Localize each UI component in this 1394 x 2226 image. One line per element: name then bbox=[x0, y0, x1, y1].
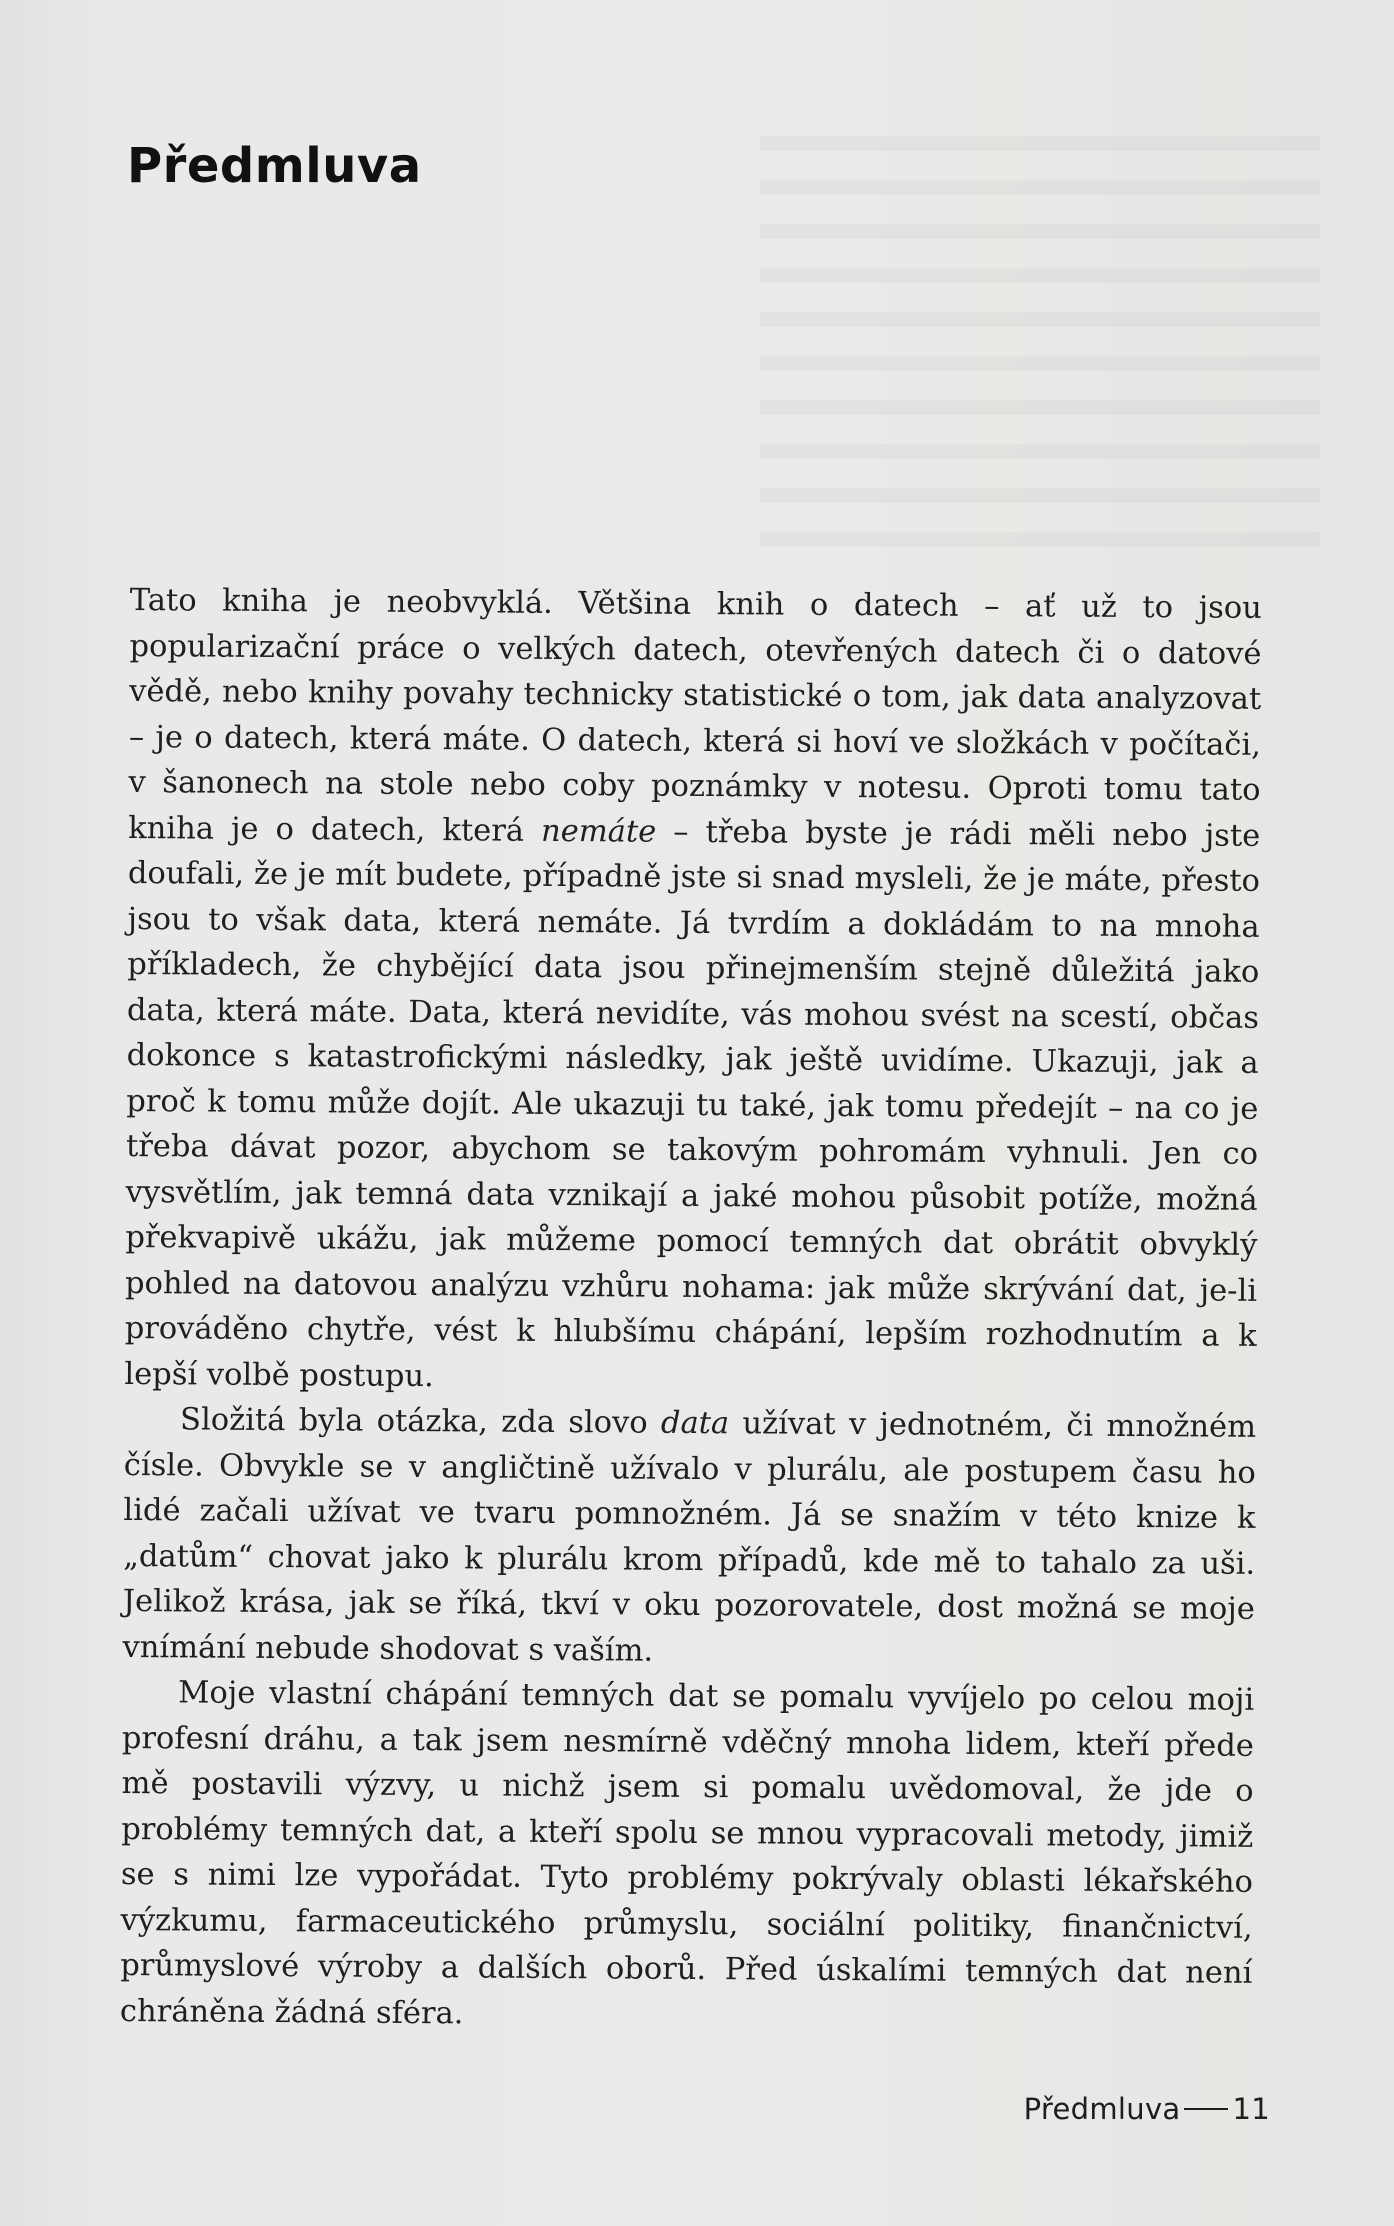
paragraph-2-text-a: Složitá byla otázka, zda slovo bbox=[180, 1402, 662, 1441]
paragraph-2 bbox=[122, 1397, 1256, 1678]
paragraph-3 bbox=[120, 1670, 1255, 2042]
page-number: 11 bbox=[1232, 2092, 1270, 2126]
paragraph-2-emphasis: data bbox=[660, 1405, 730, 1442]
body-text bbox=[120, 578, 1262, 2042]
running-footer-title: Předmluva bbox=[1023, 2092, 1181, 2126]
paragraph-2-text-b: užívat v jednotném, či množném čísle. Obvykle se v angličtině užívalo v plurálu, ale postupem času ho lidé začali užívat ve tvaru pomnožném. Já se snažím v této knize k „datům“ chovat jako k plurálu krom případů, kde mě to tahalo za uši. Jelikož krása, jak se říká, tkví v oku pozorovatele, dost možná se moje vnímání nebude shodovat s vaším. bbox=[122, 1406, 1257, 1669]
paragraph-1-text-b: – třeba byste je rádi měli nebo jste doufali, že je mít budete, případně jste si snad mysleli, že je máte, přesto jsou to však data, která nemáte. Já tvrdím a dokládám to na mnoha příkladech, že chybějící data jsou přinejmenším stejně důležitá jako data, která máte. Data, která nevidíte, vás mohou svést na scestí, občas dokonce s katastrofickými následky, jak ještě uvidíme. Ukazuji, jak a proč k tomu může dojít. Ale ukazuji tu také, jak tomu předejít – na co je třeba dávat pozor, abychom se takovým pohromám vyhnuli. Jen co vysvětlím, jak temná data vznikají a jaké mohou působit potíže, možná překvapivě ukážu, jak můžeme pomocí temných dat obrátit obvyklý pohled na datovou analýzu vzhůru nohama: jak může skrývání dat, je-li prováděno chytře, vést k hlubšímu chápání, lepším rozhodnutím a k lepší volbě postupu. bbox=[124, 814, 1261, 1394]
paragraph-1-emphasis: nemáte bbox=[540, 813, 657, 850]
paragraph-1 bbox=[124, 578, 1262, 1405]
page-title: Předmluva bbox=[127, 138, 422, 194]
paragraph-1-text-a: Tato kniha je neobvyklá. Většina knih o datech – ať už to jsou popularizační práce o velkých datech, otevřených datech či o datové vědě, nebo knihy povahy technicky statistické o tom, jak data analyzovat – je o datech, která máte. O datech, která si hoví ve složkách v počítači, v šanonech na stole nebo coby poznámky v notesu. Oproti tomu tato kniha je o datech, která bbox=[128, 582, 1262, 849]
bleed-through-shadow bbox=[760, 110, 1320, 550]
paragraph-3-text-a: Moje vlastní chápání temných dat se pomalu vyvíjelo po celou moji profesní dráhu, a tak jsem nesmírně vděčný mnoha lidem, kteří přede mě postavili výzvy, u nichž jsem si pomalu uvědomoval, že jde o problémy temných dat, a kteří spolu se mnou vypracovali metody, jimiž se s nimi lze vypořádat. Tyto problémy pokrývaly oblasti lékařského výzkumu, farmaceutického průmyslu, sociální politiky, finančnictví, průmyslové výroby a dalších oborů. Před úskalími temných dat není chráněna žádná sféra. bbox=[119, 1675, 1255, 2031]
page-footer bbox=[1024, 2092, 1270, 2126]
footer-dash bbox=[1184, 2108, 1228, 2110]
